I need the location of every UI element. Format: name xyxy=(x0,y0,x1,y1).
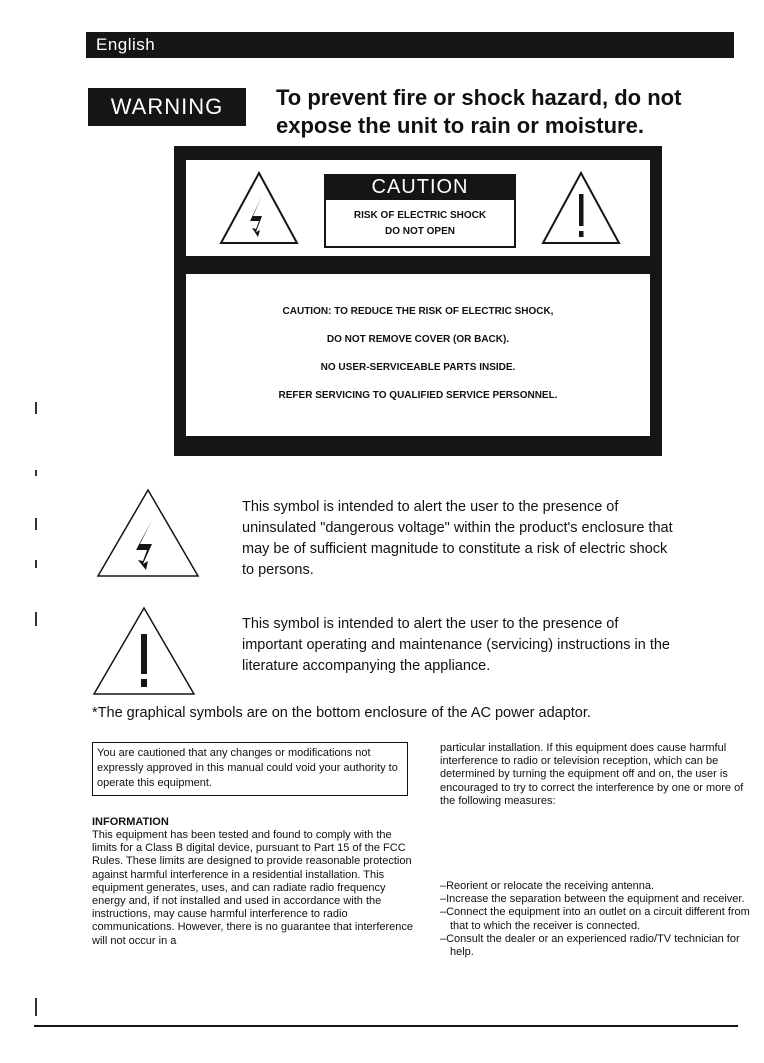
caution-line: REFER SERVICING TO QUALIFIED SERVICE PERSONNEL. xyxy=(278,390,558,401)
caution-line: CAUTION: TO REDUCE THE RISK OF ELECTRIC SHOCK, xyxy=(282,306,554,317)
measure-item: –Connect the equipment into an outlet on a circuit different from that to which the receiver is connected. xyxy=(440,906,750,932)
caution-title: CAUTION xyxy=(324,174,516,200)
lightning-warning-icon xyxy=(218,170,300,246)
caution-line: NO USER-SERVICEABLE PARTS INSIDE. xyxy=(320,362,516,373)
measure-item: –Reorient or relocate the receiving antenna. xyxy=(440,880,655,892)
scan-mark xyxy=(35,612,37,626)
measure-item: –Consult the dealer or an experienced radio/TV technician for help. xyxy=(440,932,740,959)
lightning-symbol-icon xyxy=(96,488,200,578)
footer-rule xyxy=(34,1025,738,1027)
information-body: This equipment has been tested and found to comply with the limits for a Class B digital device, pursuant to Part 15 of the FCC Rules. These limits are designed to provide reasonable protection against harmful interference in a residential installation. This equipment generates, uses, and can radiate radio frequency energy and, if not installed and used in accordance with the instructions, may cause harmful interference to radio communications. However, there is no guarantee that interference will not occur in a xyxy=(92,829,414,947)
language-label: English xyxy=(96,35,156,54)
exclamation-symbol-icon xyxy=(92,606,196,696)
scan-mark xyxy=(35,560,37,568)
caution-subtitle-risk: RISK OF ELECTRIC SHOCK xyxy=(353,210,487,221)
exclamation-symbol-description: This symbol is intended to alert the user to the presence of important operating and maintenance (servicing) instructions in the literature accompanying the appliance. xyxy=(242,616,670,674)
warning-headline: To prevent fire or shock hazard, do not expose the unit to rain or moisture. xyxy=(276,85,682,138)
scan-mark xyxy=(35,402,37,414)
scan-mark xyxy=(35,518,37,530)
information-heading: INFORMATION xyxy=(92,816,169,828)
cautioned-notice-box: You are cautioned that any changes or modifications not expressly approved in this manual could void your authority to operate this equipment. xyxy=(92,742,408,796)
exclamation-warning-icon xyxy=(540,170,622,246)
voltage-symbol-description: This symbol is intended to alert the user to the presence of uninsulated "dangerous voltage" within the product's enclosure that may be of sufficient magnitude to constitute a risk of electric shock to persons. xyxy=(242,499,673,578)
warning-badge: WARNING xyxy=(88,88,246,126)
measure-item: –Increase the separation between the equipment and receiver. xyxy=(440,893,745,906)
scan-mark xyxy=(35,998,37,1016)
caution-subtitle-open: DO NOT OPEN xyxy=(384,226,455,237)
interference-measures-list xyxy=(440,880,752,959)
graphical-symbols-footnote: *The graphical symbols are on the bottom enclosure of the AC power adaptor. xyxy=(92,705,591,721)
caution-panel-bottom xyxy=(186,274,650,436)
scan-mark xyxy=(35,470,37,476)
caution-line: DO NOT REMOVE COVER (OR BACK). xyxy=(326,334,510,345)
interference-paragraph: particular installation. If this equipment does cause harmful interference to radio or television reception, which can be determined by turning the equipment off and on, the user is encouraged to try to correct the interference by one or more of the following measures: xyxy=(440,742,744,807)
language-header-bar xyxy=(86,32,734,58)
